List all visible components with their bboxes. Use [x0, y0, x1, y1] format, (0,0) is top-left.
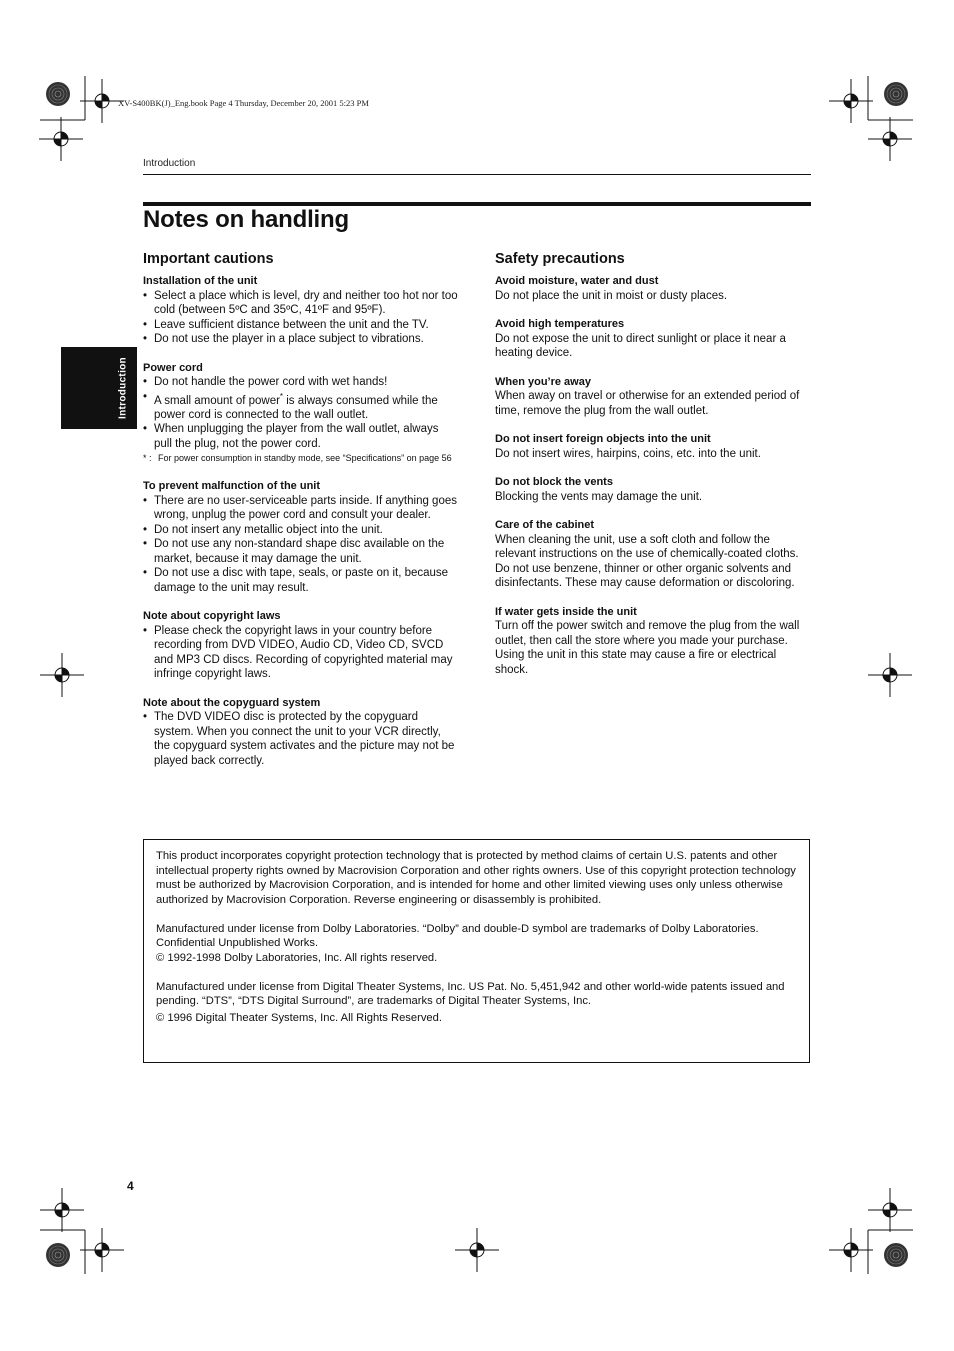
footnote-reference: * — [279, 391, 284, 401]
list-item: • Do not use a disc with tape, seals, or paste on it, because damage to the unit may result. — [143, 566, 459, 595]
dts-copyright: © 1996 Digital Theater Systems, Inc. All Rights Reserved. — [156, 1011, 442, 1024]
away-text: When away on travel or otherwise for an extended period of time, remove the plug from the wall outlet. — [495, 390, 800, 417]
foreign-objects-text: Do not insert wires, hairpins, coins, etc. into the unit. — [495, 447, 761, 460]
page-number: 4 — [127, 1179, 134, 1193]
power-cord-list — [143, 375, 459, 451]
cabinet-section — [495, 518, 811, 591]
list-item-text: is always consumed while the power cord is connected to the wall outlet. — [154, 394, 438, 421]
moisture-section — [495, 274, 811, 303]
important-cautions-column — [143, 250, 459, 782]
list-item: • Select a place which is level, dry and neither too hot nor too cold (between 5ºC and 35ºC, 41ºF and 95ºF). — [143, 289, 459, 318]
power-cord-section — [143, 361, 459, 466]
moisture-heading: Avoid moisture, water and dust — [495, 275, 659, 287]
copyright-heading: Note about copyright laws — [143, 610, 281, 623]
foreign-objects-heading: Do not insert foreign objects into the unit — [495, 433, 711, 445]
book-header: XV-S400BK(J)_Eng.book Page 4 Thursday, December 20, 2001 5:23 PM — [118, 98, 369, 108]
macrovision-notice: This product incorporates copyright protection technology that is protected by method claims of certain U.S. patents and other intellectual property rights owned by Macrovision Corporation and other rights owners. Use of this copyright protection technology must be authorized by Macrovision Corporation, and is intended for home and other limited viewing uses only unless otherwise authorized by Macrovision Corporation. Reverse engineering or disassembly is prohibited. — [156, 850, 796, 906]
legal-notice-box — [143, 839, 810, 1063]
footnote-mark: * : — [143, 453, 152, 464]
list-item: • Do not use any non-standard shape disc available on the market, because it may damage the unit. — [143, 537, 459, 566]
dolby-copyright: © 1992-1998 Dolby Laboratories, Inc. All rights reserved. — [156, 951, 438, 964]
installation-heading: Installation of the unit — [143, 275, 258, 287]
foreign-objects-section — [495, 432, 811, 461]
temperatures-heading: Avoid high temperatures — [495, 318, 625, 330]
list-item-text: A small amount of power — [154, 394, 280, 407]
footnote — [143, 452, 459, 465]
important-cautions-heading: Important cautions — [143, 251, 274, 267]
water-heading: If water gets inside the unit — [495, 605, 637, 618]
temperatures-text: Do not expose the unit to direct sunlight or place it near a heating device. — [495, 332, 786, 359]
malfunction-section — [143, 479, 459, 595]
list-item: • The DVD VIDEO disc is protected by the copyguard system. When you connect the unit to your VCR directly, the copyguard system activates and the picture may not be played back correctly. — [143, 710, 459, 768]
section-rule — [143, 174, 811, 175]
vents-heading: Do not block the vents — [495, 476, 613, 488]
safety-precautions-column — [495, 250, 811, 691]
cabinet-heading: Care of the cabinet — [495, 519, 595, 531]
water-section — [495, 605, 811, 678]
away-section — [495, 375, 811, 419]
vents-text: Blocking the vents may damage the unit. — [495, 490, 703, 503]
dolby-notice: Manufactured under license from Dolby Laboratories. “Dolby” and double-D symbol are trademarks of Dolby Laboratories. — [156, 922, 759, 935]
vents-section — [495, 475, 811, 504]
installation-section — [143, 274, 459, 347]
side-tab — [61, 347, 137, 429]
installation-list — [143, 289, 459, 347]
dolby-confidential: Confidential Unpublished Works. — [156, 937, 319, 949]
copyguard-section — [143, 696, 459, 769]
safety-precautions-heading: Safety precautions — [495, 251, 625, 267]
power-cord-heading: Power cord — [143, 361, 203, 374]
side-tab-label: Introduction — [117, 357, 129, 419]
list-item: • When unplugging the player from the wall outlet, always pull the plug, not the power cord. — [143, 422, 459, 451]
list-item: • Leave sufficient distance between the unit and the TV. — [143, 318, 459, 333]
footnote-text: For power consumption in standby mode, see “Specifications” on page 56 — [158, 453, 452, 464]
dts-notice: Manufactured under license from Digital Theater Systems, Inc. US Pat. No. 5,451,942 and other world-wide patents issued and pending. “DTS”, “DTS Digital Surround”, are trademarks of Digital Theater Systems, Inc. — [156, 980, 785, 1007]
page-title: Notes on handling — [143, 206, 349, 233]
temperatures-section — [495, 317, 811, 361]
copyguard-heading: Note about the copyguard system — [143, 696, 321, 709]
list-item: • Do not insert any metallic object into the unit. — [143, 523, 459, 538]
list-item — [143, 390, 459, 423]
water-text: Turn off the power switch and remove the plug from the wall outlet, then call the store where you made your purchase. Using the unit in this state may cause a fire or electrical shock. — [495, 620, 800, 676]
section-label: Introduction — [143, 158, 196, 169]
list-item: • Do not use the player in a place subject to vibrations. — [143, 332, 459, 347]
moisture-text: Do not place the unit in moist or dusty places. — [495, 289, 728, 302]
away-heading: When you’re away — [495, 375, 591, 388]
list-item: • Please check the copyright laws in your country before recording from DVD VIDEO, Audio CD, Video CD, SVCD and MP3 CD discs. Recording of copyrighted material may infringe copyright laws. — [143, 624, 459, 682]
malfunction-heading: To prevent malfunction of the unit — [143, 480, 321, 493]
list-item: • There are no user-serviceable parts inside. If anything goes wrong, unplug the power cord and consult your dealer. — [143, 494, 459, 523]
copyguard-list — [143, 710, 459, 768]
list-item: • Do not handle the power cord with wet hands! — [143, 375, 459, 390]
copyright-list — [143, 624, 459, 682]
copyright-section — [143, 609, 459, 682]
cabinet-text: When cleaning the unit, use a soft cloth and follow the relevant instructions on the use of chemically-coated cloths. Do not use benzene, thinner or other organic solvents and disinfectants. These may cause deformation or discoloring. — [495, 533, 799, 589]
malfunction-list — [143, 494, 459, 596]
